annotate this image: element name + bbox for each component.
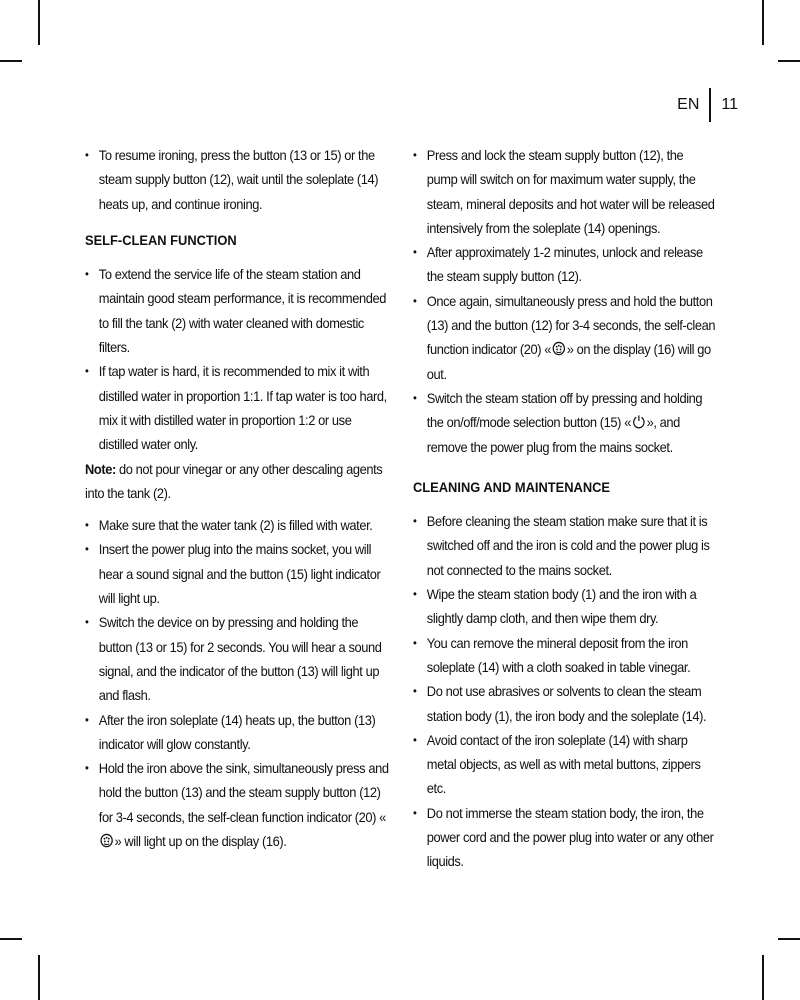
list-item: • Before cleaning the steam station make sure that it is switched off and the iron is cold and the power plug is not connected to the mains socket. — [413, 509, 717, 582]
crop-mark — [778, 938, 800, 940]
page-header — [677, 88, 738, 122]
list-item: • To extend the service life of the steam station and maintain good steam performance, it is recommended to fill the tank (2) with water cleaned with domestic filters. — [85, 262, 389, 359]
crop-mark — [762, 0, 764, 45]
list-item: • Wipe the steam station body (1) and the iron with a slightly damp cloth, and then wipe them dry. — [413, 582, 717, 631]
list-item: • Press and lock the steam supply button (12), the pump will switch on for maximum water supply, the steam, mineral deposits and hot water will be released intensively from the soleplate (14) openings. — [413, 143, 717, 240]
list-item: • If tap water is hard, it is recommended to mix it with distilled water in proportion 1:1. If tap water is too hard, mix it with distilled water in proportion 1:2 or use distilled water only. — [85, 359, 389, 456]
list-item-text: Hold the iron above the sink, simultaneously press and hold the button (13) and the steam supply button (12) for 3-4 seconds, the self-clean function indicator (20) « — [98, 760, 389, 825]
section-title-self-clean: SELF-CLEAN FUNCTION — [85, 231, 237, 248]
crop-mark — [778, 60, 800, 62]
list-item: • After the iron soleplate (14) heats up, the button (13) indicator will glow constantly. — [85, 708, 389, 757]
crop-mark — [38, 955, 40, 1000]
list-item: • To resume ironing, press the button (13 or 15) or the steam supply button (12), wait until the soleplate (14) heats up, and continue ironing. — [85, 143, 389, 216]
list-item: • After approximately 1-2 minutes, unlock and release the steam supply button (12). — [413, 240, 717, 289]
section-title-cleaning: CLEANING AND MAINTENANCE — [413, 478, 611, 495]
list-item — [85, 756, 389, 853]
list-item — [413, 289, 717, 386]
list-item: • Do not immerse the steam station body, the iron, the power cord and the power plug into water or any other liquids. — [413, 801, 717, 874]
list-item-text: », and remove the power plug from the mains socket. — [426, 414, 680, 455]
list-item: • You can remove the mineral deposit from the iron soleplate (14) with a cloth soaked in table vinegar. — [413, 631, 717, 680]
list-item-text: » will light up on the display (16). — [114, 833, 287, 850]
right-column — [413, 143, 717, 874]
list-item: • Make sure that the water tank (2) is filled with water. — [85, 513, 389, 537]
language-code: EN — [677, 96, 700, 113]
list-item: • Avoid contact of the iron soleplate (14) with sharp metal objects, as well as with metal buttons, zippers etc. — [413, 728, 717, 801]
list-item-text: Once again, simultaneously press and hold the button (13) and the button (12) for 3-4 seconds, the self-clean function indicator (20) « — [426, 292, 716, 358]
list-item: • Insert the power plug into the mains socket, you will hear a sound signal and the button (15) light indicator will light up. — [85, 537, 389, 610]
crop-mark — [38, 0, 40, 45]
self-clean-list-b — [85, 513, 389, 853]
page-number: 11 — [721, 96, 738, 113]
left-column — [85, 143, 389, 853]
power-icon — [632, 414, 646, 429]
intro-list — [85, 143, 389, 216]
self-clean-icon — [552, 341, 566, 356]
note-label: Note: — [85, 460, 116, 477]
list-item — [413, 386, 717, 459]
self-clean-icon — [100, 833, 114, 848]
self-clean-list-c — [413, 143, 717, 459]
crop-mark — [762, 955, 764, 1000]
list-item-text: » on the display (16) will go out. — [426, 341, 711, 382]
list-item: • Do not use abrasives or solvents to clean the steam station body (1), the iron body and the soleplate (14). — [413, 679, 717, 728]
note-paragraph — [85, 457, 389, 506]
header-divider — [709, 88, 711, 122]
cleaning-list — [413, 509, 717, 873]
self-clean-list-a — [85, 262, 389, 456]
list-item-text: Switch the steam station off by pressing and holding the on/off/mode selection button (15) « — [426, 389, 703, 431]
crop-mark — [0, 60, 22, 62]
note-text: do not pour vinegar or any other descaling agents into the tank (2). — [85, 460, 383, 501]
list-item: • Switch the device on by pressing and holding the button (13 or 15) for 2 seconds. You will hear a sound signal, and the indicator of the button (13) will light up and flash. — [85, 610, 389, 707]
crop-mark — [0, 938, 22, 940]
